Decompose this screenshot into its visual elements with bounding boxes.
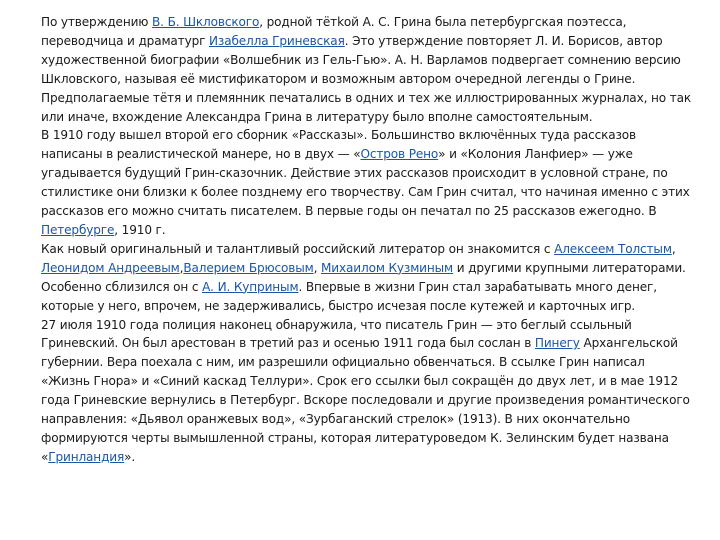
text: 27 июля 1910 года полиция наконец обнаружила, что писатель Грин — это беглый ссыльный Гриневский. Он был арестован в третий раз и осенью 1911 года был сослан в: [41, 317, 632, 351]
text: По утверждению: [41, 15, 153, 29]
text: ,: [671, 241, 676, 256]
link-shklovsky[interactable]: В. Б. Шкловского: [152, 15, 260, 29]
link-peterburg[interactable]: Петербурге: [41, 222, 115, 237]
link-grinlandia[interactable]: Гринландия: [48, 449, 125, 464]
text: Как новый оригинальный и талантливый российский литератор он знакомится с: [41, 241, 555, 256]
text: , родной тётkой А. С. Грина была петербургская поэтесса, переводчица и драматург: [41, 15, 627, 48]
link-bryusov[interactable]: Валерием Брюсовым: [183, 260, 314, 275]
text: Архангельской губернии. Вера поехала с ним, им разрешили официально обвенчаться. В ссылке Грин написал «Жизнь Гнора» и «Синий каскад Теллури». Срок его ссылки был сокращён до двух лет, и в мае 1912 года Гриневские вернулись в Петербург. Вскоре последовали и другие произведения романтического направления: «Дьявол оранжевых вод», «Зурбаганский стрелок» (1913). В них окончательно формируются черты вымышленной страны, которая литературоведом К. Зелинским будет названа «: [41, 336, 690, 464]
paragraph-exile: [41, 316, 691, 467]
article-body: [41, 13, 691, 467]
link-tolstoy[interactable]: Алексеем Толстым: [554, 241, 672, 256]
link-grinevskaya[interactable]: Изабелла Гриневская: [209, 33, 345, 48]
text: ,: [313, 260, 322, 275]
link-ostrov-reno[interactable]: Остров Рено: [360, 147, 439, 162]
link-kuzmin[interactable]: Михаилом Кузминым: [321, 260, 454, 275]
paragraph-1910-collection: [41, 126, 691, 239]
link-kuprin[interactable]: А. И. Куприным: [202, 279, 299, 294]
link-andreev[interactable]: Леонидом Андреевым: [41, 260, 180, 275]
paragraph-literators: [41, 240, 691, 316]
text: и другими крупными литераторами. Особенно сблизился он с: [41, 260, 686, 294]
text: . Впервые в жизни Грин стал зарабатывать много денег, которые у него, впрочем, не задерживались, быстро исчезая после кутежей и карточных игр.: [41, 279, 657, 313]
text: . Это утверждение повторяет Л. И. Борисов, автор художественной биографии «Волшебник из Гель-Гью». А. Н. Варламов подвергает сомнению версию Шкловского, называя её мистификатором и возможным автором очередной легенды о Грине. Предполагаемые тётя и племянник печатались в одних и тех же иллюстрированных журналах, но так или иначе, вхождение Александра Грина в литературу было вполне самостоятельным.: [41, 33, 691, 124]
text: В 1910 году вышел второй его сборник «Рассказы». Большинство включённых туда рассказов написаны в реалистической манере, но в двух — «: [41, 128, 637, 162]
paragraph-shklovsky: [41, 13, 691, 126]
text: , 1910 г.: [114, 222, 166, 237]
text: ».: [124, 449, 136, 464]
text: » и «Колония Ланфиер» — уже угадывается будущий Грин-сказочник. Действие этих рассказов происходит в условной стране, по стилистике они близки к более позднему его творчеству. Сам Грин считал, что начиная именно с этих рассказов его можно считать писателем. В первые годы он печатал по 25 рассказов ежегодно. В: [41, 147, 690, 219]
text: ,: [179, 260, 184, 275]
link-pinega[interactable]: Пинегу: [534, 336, 580, 351]
